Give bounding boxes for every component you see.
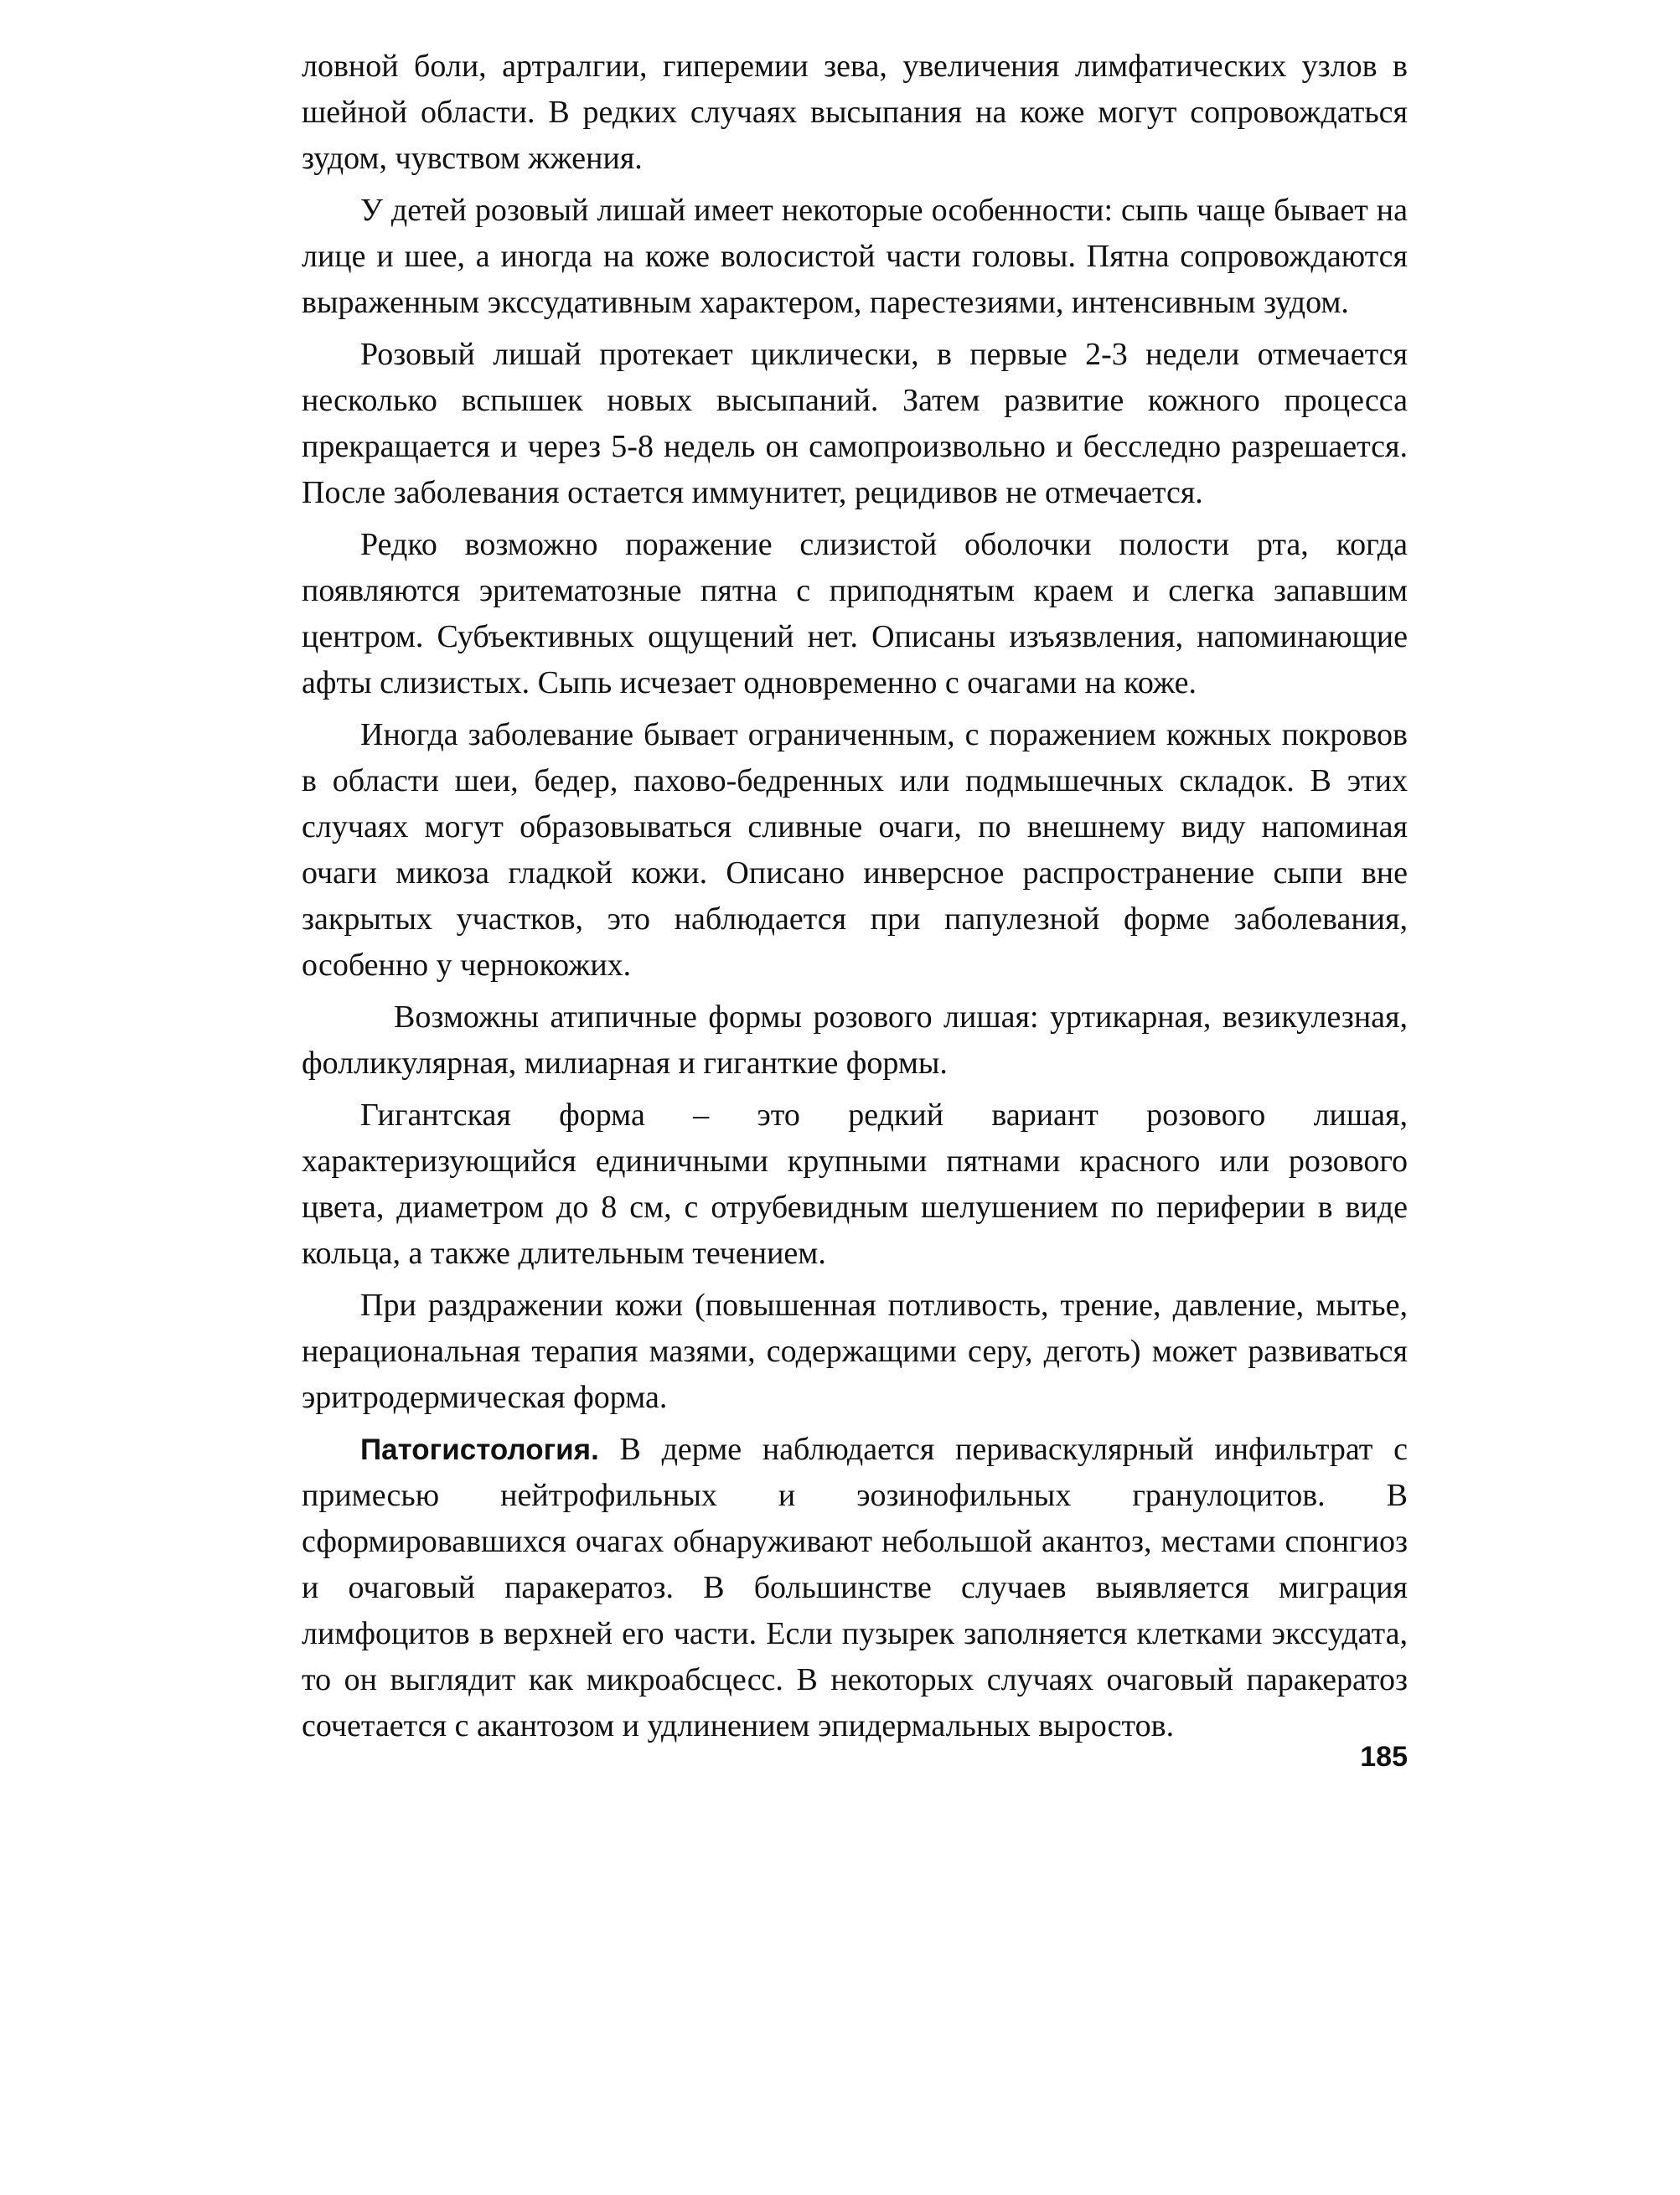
paragraph-limited-form: Иногда заболевание бывает ограниченным, с поражением кожных покровов в области шеи, бедер, пахово-бедренных или подмышечных складок. В этих случаях могут образовываться сливные очаги, по внешнему виду напоминая очаги микоза гладкой кожи. Описано инверсное распространение сыпи вне закрытых участков, это наблюдается при папулезной форме заболевания, особенно у чернокожих. bbox=[302, 717, 1408, 983]
pathology-text: В дерме наблюдается периваскулярный инфильтрат с примесью нейтрофильных и эозинофильных гранулоцитов. В сформировавшихся очагах обнаруживают небольшой акантоз, местами спонгиоз и очаговый паракератоз. В большинстве случаев выявляется миграция лимфоцитов в верхней его части. Если пузырек заполняется клетками экссудата, то он выглядит как микроабсцесс. В некоторых случаях очаговый паракератоз сочетается с акантозом и удлинением эпидермальных выростов. bbox=[302, 1432, 1408, 1743]
paragraph-giant-form: Гигантская форма – это редкий вариант розового лишая, характеризующийся единичными крупными пятнами красного или розового цвета, диаметром до 8 см, с отрубевидным шелушением по периферии в виде кольца, а также длительным течением. bbox=[302, 1098, 1408, 1271]
pathology-heading: Патогистология. bbox=[360, 1433, 599, 1466]
paragraph-mucosa: Редко возможно поражение слизистой оболочки полости рта, когда появляются эритематозные пятна с приподнятым краем и слегка запавшим центром. Субъективных ощущений нет. Описаны изъязвления, напоминающие афты слизистых. Сыпь исчезает одновременно с очагами на коже. bbox=[302, 527, 1408, 700]
paragraph-course: Розовый лишай протекает циклически, в первые 2-3 недели отмечается несколько вспышек новых высыпаний. Затем развитие кожного процесса прекращается и через 5-8 недель он самопроизвольно и бесследно разрешается. После заболевания остается иммунитет, рецидивов не отмечается. bbox=[302, 337, 1408, 510]
paragraph-continuation: ловной боли, артралгии, гиперемии зева, увеличения лимфатических узлов в шейной области. В редких случаях высыпания на коже могут сопровождаться зудом, чувством жжения. bbox=[302, 49, 1408, 176]
paragraph-atypical-forms: Возможны атипичные формы розового лишая: уртикарная, везикулезная, фолликулярная, милиарная и гиганткие формы. bbox=[302, 999, 1408, 1081]
paragraph-erythroderma: При раздражении кожи (повышенная потливость, трение, давление, мытье, нерациональная терапия мазями, содержащими серу, деготь) может развиваться эритродермическая форма. bbox=[302, 1288, 1408, 1415]
page-number: 185 bbox=[1360, 1741, 1408, 1773]
paragraph-children: У детей розовый лишай имеет некоторые особенности: сыпь чаще бывает на лице и шее, а иногда на коже волосистой части головы. Пятна сопровождаются выраженным экссудативным характером, парестезиями, интенсивным зудом. bbox=[302, 193, 1408, 320]
body-text bbox=[302, 44, 1408, 1749]
paragraph-pathology bbox=[302, 1427, 1408, 1749]
